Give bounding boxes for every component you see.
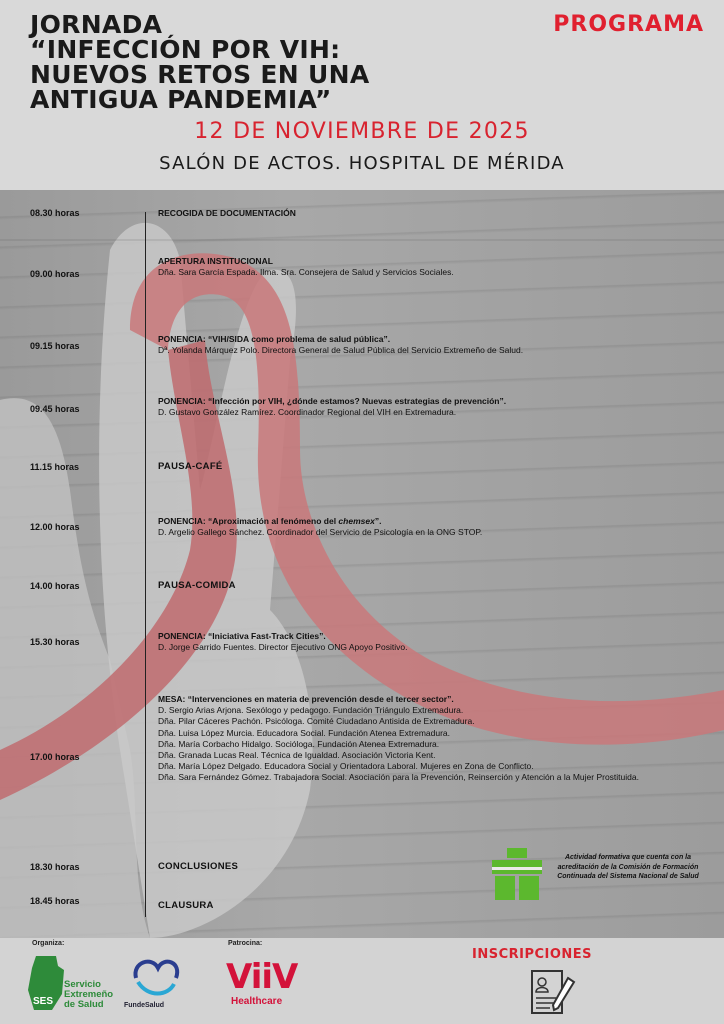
organiza-label: Organiza: <box>32 940 65 947</box>
item-content <box>158 900 703 911</box>
item-title: CLAUSURA <box>158 900 214 911</box>
item-title: APERTURA INSTITUCIONAL <box>158 256 273 266</box>
item-title: PONENCIA: “Infección por VIH, ¿dónde estamos? Nuevas estrategias de prevención”. <box>158 396 507 406</box>
event-title <box>30 12 370 112</box>
item-title: MESA: “Intervenciones en materia de prevención desde el tercer sector”. <box>158 694 454 704</box>
item-content <box>158 208 703 219</box>
item-time: 12.00 horas <box>30 522 80 532</box>
item-title: PONENCIA: “VIH/SIDA como problema de salud pública”. <box>158 334 391 344</box>
title-line: “INFECCIÓN POR VIH: <box>30 35 341 64</box>
item-speaker: Dª. Yolanda Márquez Polo. Directora General de Salud Pública del Servicio Extremeño de Salud. <box>158 345 524 356</box>
item-speaker: D. Gustavo González Ramírez. Coordinador Regional del VIH en Extremadura. <box>158 407 457 418</box>
item-content <box>158 631 703 653</box>
ses-mark-text: SES <box>33 996 54 1007</box>
item-time: 17.00 horas <box>30 752 80 762</box>
item-title: PAUSA-COMIDA <box>158 580 236 591</box>
ses-text-line: Servicio <box>64 979 101 990</box>
item-title: PAUSA-CAFÉ <box>158 461 223 472</box>
item-speaker: Dña. Luisa López Murcia. Educadora Social. Fundación Atenea Extremadura. <box>158 727 451 738</box>
ses-text-line: Extremeño <box>64 989 114 1000</box>
viiv-logo: ViiV <box>226 957 298 997</box>
event-date: 12 DE NOVIEMBRE DE 2025 <box>194 119 530 144</box>
item-content <box>158 334 703 356</box>
title-line: ANTIGUA PANDEMIA” <box>30 85 332 114</box>
fundesalud-logo-icon <box>128 952 184 1000</box>
item-time: 08.30 horas <box>30 208 80 218</box>
ses-text-line: de Salud <box>64 999 104 1010</box>
title-line: JORNADA <box>30 10 163 39</box>
ses-logo-icon <box>28 954 64 1012</box>
accreditation-text: Actividad formativa que cuenta con la acreditación de la Comisión de Formación Continuada del Sistema Nacional de Salud <box>557 854 699 880</box>
viiv-subtitle: Healthcare <box>231 996 283 1007</box>
item-title-suffix: ”. <box>374 516 382 526</box>
item-speaker: D. Jorge Garrido Fuentes. Director Ejecutivo ONG Apoyo Positivo. <box>158 642 408 653</box>
timeline-divider <box>145 212 146 917</box>
item-speaker: Dña. Sara Fernández Gómez. Trabajadora Social. Asociación para la Prevención, Reinserción y Atención a la Mujer Prostituida. <box>158 772 639 783</box>
item-speaker: Dña. Pilar Cáceres Pachón. Psicóloga. Comité Ciudadano Antisida de Extremadura. <box>158 716 475 727</box>
event-venue: SALÓN DE ACTOS. HOSPITAL DE MÉRIDA <box>159 153 565 174</box>
item-time: 09.00 horas <box>30 269 80 279</box>
item-title: CONCLUSIONES <box>158 861 239 872</box>
item-content <box>158 694 703 784</box>
item-time: 18.45 horas <box>30 896 80 906</box>
header <box>0 0 724 190</box>
item-speaker: D. Argelio Gallego Sánchez. Coordinador del Servicio de Psicología en la ONG STOP. <box>158 527 483 538</box>
item-time: 09.45 horas <box>30 404 80 414</box>
item-time: 11.15 horas <box>30 462 80 472</box>
program-section <box>0 190 724 938</box>
item-title: RECOGIDA DE DOCUMENTACIÓN <box>158 208 296 218</box>
item-speaker: Dña. Granada Lucas Real. Técnica de Igualdad. Asociación Victoria Kent. <box>158 750 436 761</box>
background-photo <box>0 190 724 938</box>
patrocina-label: Patrocina: <box>228 940 263 947</box>
item-title-prefix: PONENCIA: “Aproximación al fenómeno del <box>158 516 339 526</box>
registration-form-icon[interactable] <box>528 968 576 1016</box>
fundesalud-text: FundeSalud <box>124 1002 165 1009</box>
item-speaker: D. Sergio Arias Arjona. Sexólogo y pedagogo. Fundación Triángulo Extremadura. <box>158 705 464 716</box>
item-content <box>158 580 703 591</box>
item-speaker: Dña. María López Delgado. Educadora Social y Orientadora Laboral. Mujeres en Zona de Conflicto. <box>158 761 534 772</box>
item-content <box>158 256 703 278</box>
item-content <box>158 396 703 418</box>
item-title <box>158 516 703 527</box>
item-time: 14.00 horas <box>30 581 80 591</box>
item-title: PONENCIA: “Iniciativa Fast-Track Cities”. <box>158 631 326 641</box>
item-speaker: Dña. Sara García Espada. Ilma. Sra. Consejera de Salud y Servicios Sociales. <box>158 267 454 278</box>
item-content <box>158 461 703 472</box>
item-time: 18.30 horas <box>30 862 80 872</box>
programa-label: PROGRAMA <box>553 12 704 37</box>
item-content <box>158 516 703 538</box>
ses-text <box>64 980 113 1010</box>
item-title-emphasis: chemsex <box>338 516 375 526</box>
item-time: 15.30 horas <box>30 637 80 647</box>
item-speaker: Dña. María Corbacho Hidalgo. Socióloga. Fundación Atenea Extremadura. <box>158 738 440 749</box>
title-line: NUEVOS RETOS EN UNA <box>30 60 370 89</box>
item-time: 09.15 horas <box>30 341 80 351</box>
footer <box>0 938 724 1024</box>
inscripciones-label[interactable]: INSCRIPCIONES <box>472 947 593 962</box>
accreditation-logo-icon <box>492 848 542 902</box>
